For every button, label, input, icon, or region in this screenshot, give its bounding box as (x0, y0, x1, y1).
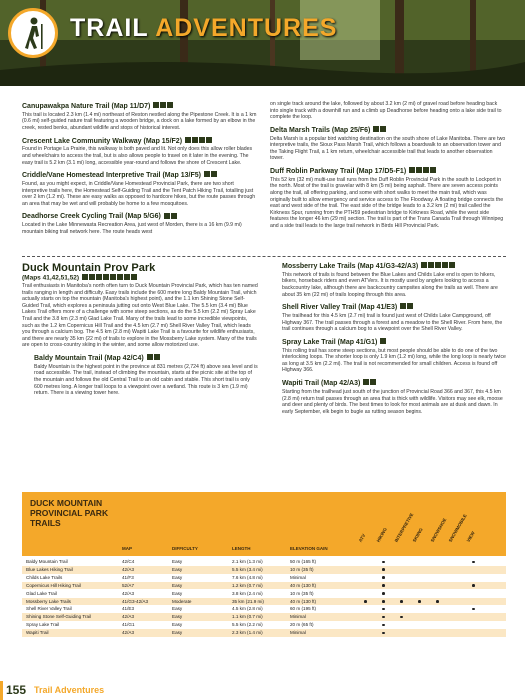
map-ref: (Map 13/F5) (162, 172, 201, 180)
hiker-icon (18, 16, 48, 50)
park-maps: (Maps 41,42,51,52) (22, 274, 80, 282)
cell-map: 41/G3-42/A3 (122, 598, 149, 604)
table-row (22, 566, 506, 574)
activity-icons (163, 212, 177, 220)
cell-name: Spray Lake Trail (26, 622, 60, 628)
map-ref: (Map 11/D7) (111, 102, 151, 110)
cell-map: 52/A7 (122, 582, 135, 588)
park-title: Duck Mountain Prov Park (22, 262, 156, 274)
trail-title: Duff Roblin Parkway Trail (270, 167, 355, 175)
cell-difficulty: Easy (172, 559, 183, 564)
table-header (22, 492, 506, 556)
cell-length: 2.3 km (1.4 mi) (232, 630, 263, 636)
col-map: MAP (122, 546, 132, 551)
activity-dot (400, 616, 403, 619)
table-row (22, 590, 506, 598)
activity-dot (382, 568, 385, 571)
cell-elevation: 60 m (195 ft) (290, 606, 317, 612)
trail-description: This rolling trail has some steep sections, but most people should be able to do one of the two interlocking loops. The shorter loop is only 1.9 km (1.2 mi) long, while the long loop is nearly twice as long at 3.5 km (2.2 mi). The trail is not recommended for small children. Access is found off Highway 366. (282, 347, 506, 374)
activity-dot (382, 616, 385, 619)
cell-map: 42/A3 (122, 614, 135, 620)
cell-length: 3.8 km (2.4 mi) (232, 590, 263, 596)
col-activity: INTERPRETIVE (393, 512, 415, 543)
page-number: 155 (6, 683, 27, 697)
trail-description: This 52 km (32 mi) multi-use trail runs from the Duff Roblin Provincial Park in the south to Lockport in the north. Most of the trail is gravelar with 8 km (5 mi) being asphalt. There are seven access points along the trail, all offering parking, and some with short walks to meet the main trail, which was originally built to allow emergency and service access to The Floodway. A floating bridge connects the east and west side of the trail. The east side of the bridge leads to a 3.2 km (2 mi) trail called the Kirkness Spur, running from the PTH59 pedestrian bridge to Kirkness Road, while the west side features the longer 46 km (29 mi) section. The trail is part of the Trans Canada Trail through Winnipeg and a side trail leads to the large trail network in Birds Hill Provincial Park. (270, 176, 504, 229)
activity-icons (372, 126, 386, 134)
activity-icons (399, 303, 413, 311)
cell-difficulty: Moderate (172, 598, 192, 604)
cell-difficulty: Easy (172, 614, 183, 620)
cell-difficulty: Easy (172, 622, 183, 628)
table-row (22, 621, 506, 629)
trail-entry (270, 303, 506, 333)
table-row (22, 558, 506, 566)
trail-entry (270, 262, 506, 298)
cell-difficulty: Easy (172, 590, 183, 596)
trail-entry (270, 379, 506, 415)
activity-dot (382, 600, 385, 603)
cell-length: 7.6 km (4.8 mi) (232, 574, 263, 580)
cell-elevation: 40 m (130 ft) (290, 598, 317, 604)
cell-length: 1.1 km (0.7 mi) (232, 614, 263, 620)
trail-entry (22, 171, 258, 207)
activity-icons (408, 167, 436, 175)
cell-length: 1.2 km (0.7 mi) (232, 582, 263, 588)
map-ref: (Map 41/G3-42/A3) (357, 262, 419, 270)
col-activity: ATV (357, 532, 367, 543)
forest-banner-image (0, 0, 525, 86)
duck-mountain-right (270, 262, 506, 415)
cell-difficulty: Easy (172, 574, 183, 580)
activity-dot (472, 561, 475, 564)
footer-accent-bar (0, 681, 3, 700)
activity-dot (418, 600, 421, 603)
activity-dot (382, 608, 385, 611)
duck-mountain-left (22, 262, 258, 397)
cell-length: 4.5 km (2.8 mi) (232, 606, 263, 612)
activity-dot (472, 584, 475, 587)
activity-dot (436, 600, 439, 603)
page-title (70, 14, 337, 43)
park-intro: Trail enthusiasts in Manitoba's north often turn to Duck Mountain Provincial Park, which has ten named trails ranging in length and difficulty. Easy trails include the 600 metre long Baldy Mountain Trail, which actually starts on top the mountain (Manitoba's highest point), and the 1.1 km Shining Stone Self-Guided Trail, which explores a peninsula jutting out onto West Blue Lake. The 5.5 km (3.4 mi) Blue Lakes Trail offers more of a challenge with some steep sections, as do the 5.5 km (2.2 mi) Spray Lake Trail and the 3.8 km (2.3 mi) Glad Lake Trail. Many of the trails lead to some incredible viewpoints, such as the 1.2 km Copernicus Hill Trail and the 4.5 km (2.7 mi) Shell River Valley Trail, which leads you through a calcium bog. The 4.5 km (2.8 mi) Wapiti Lake Trail is a favourite for wildlife enthusiasts, and there are nearly 35 km (22 mi) of trails to explore in the Mossberry Lake system. Many of the trails are open to cross-country skiing in the winter, and some allow motorized use. (22, 282, 258, 349)
cell-map: 42/A3 (122, 566, 135, 572)
cell-map: 41/F3 (122, 574, 134, 580)
col-activity: HIKING (375, 526, 388, 543)
activity-icons (146, 354, 160, 362)
table-row (22, 574, 506, 582)
col-elevation: ELEVATION GAIN (290, 546, 328, 551)
col-activity: SKIING (411, 527, 424, 543)
table-row (22, 598, 506, 606)
activity-dot (382, 632, 385, 635)
page-header (0, 0, 525, 86)
cell-elevation: 20 m (65 ft) (290, 622, 314, 628)
trail-title: Shell River Valley Trail (282, 304, 357, 312)
table-row (22, 582, 506, 590)
cell-name: Childs Lake Trails (26, 574, 63, 580)
cell-map: 41/E3 (122, 606, 135, 612)
cell-name: Mossberry Lake Trails (26, 598, 71, 604)
trail-description: Baldy Mountain is the highest point in the province at 831 metres (2,724 ft) above sea level and is road accessible. The trail, instead of climbing the mountain, starts at the picnic site at the top of the mountain and follows the old Central Trail to an old cabin and stable. This short trail is only 600 metres long. A longer trail loops to a viewpoint over a wetland. This route is 3 km (1.9 mi) return. There is a viewing tower here. (34, 363, 258, 397)
activity-icons (152, 102, 173, 110)
trail-title: Spray Lake Trail (282, 338, 336, 346)
trail-description: This network of trails is found between the Blue Lakes and Childs Lake end is open to hikers, bikers, horseback riders and even ATVers. It is mostly used by anglers looking to access a backcountry lake, although there are backcountry campsites along the trails as well. There are about 35 km (22 mi) of trails looping through this area. (282, 271, 498, 298)
activity-dot (364, 600, 367, 603)
trail-title: Canupawakpa Nature Trail (22, 102, 110, 110)
cell-name: Copernicus Hill Hiking Trail (26, 582, 81, 588)
col-activity: SNOWSHOE (429, 517, 448, 543)
map-ref: (Map 25/F6) (331, 126, 371, 134)
activity-icons (184, 137, 212, 145)
cell-length: 5.5 km (2.2 mi) (232, 622, 263, 628)
trail-title: Baldy Mountain Trail (34, 354, 103, 362)
cell-name: Blue Lakes Hiking Trail (26, 566, 73, 572)
map-ref: (Map 42/A3) (321, 379, 361, 387)
activity-dot (382, 584, 385, 587)
col-length: LENGTH (232, 546, 251, 551)
page-footer (0, 681, 525, 700)
trail-description: Found, as you might expect, in Criddle/Vane Homestead Provincial Park, there are two short interpretive trails here, the Homestead Self-Guiding Trail and the Tent Patch Hiking Trail, totalling just over 2 km (1.2 mi). These are easy walks as opposed to hardcore hikes, but the route passes through an area that may be wet and will probably be home to a few mosquitoes. (22, 181, 256, 207)
cell-name: Shell River Valley Trail (26, 606, 72, 612)
top-left-column (22, 97, 258, 236)
col-activity: VIEW (465, 530, 476, 543)
cell-name: Glad Lake Trail (26, 590, 57, 596)
activity-icons (379, 338, 386, 346)
cell-elevation: 10 m (35 ft) (290, 566, 314, 572)
trail-title: Wapiti Trail (282, 379, 320, 387)
trail-description-continued: on single track around the lake, followed by about 3.2 km (2 mi) of gravel road before heading back into single track with a downhill run and a climb up Deadhorse before heading onto a lake side trail to complete the loop. (270, 101, 502, 121)
activity-dot (400, 600, 403, 603)
map-ref: (Map 42/C4) (104, 354, 144, 362)
table-title: DUCK MOUNTAIN PROVINCIAL PARK TRAILS (30, 498, 109, 528)
trail-description: This trail is located 2.3 km (1.4 mi) northeast of Reston nestled along the Pipestone Creek. It is a 1 km (0.6 mi) self-guided nature trail featuring a wooden bridge, a dock on a lake formed by an elbow in the creek, rested benks, abundant wildlife and stops of historical interest. (22, 111, 257, 132)
cell-difficulty: Easy (172, 606, 183, 612)
trail-description: Found in Portage La Prairie, this walkway is both paved and lit. Not only does this allow roller blades and wheelchairs to access the trail, but is also allows people to travel on it later in the evening. The easy trail is 5.2 km (3.1 mi) long, accessible year-round and follows the shore of Crescent Lake. (22, 146, 253, 166)
activity-dot (382, 624, 385, 627)
cell-name: Shining Stone Self-Guiding Trail (26, 614, 92, 620)
col-difficulty: DIFFICULTY (172, 546, 198, 551)
activity-icons (81, 274, 137, 281)
cell-difficulty: Easy (172, 566, 183, 572)
map-ref: (Map 5/G6) (125, 213, 161, 221)
cell-map: 42/C4 (122, 559, 135, 564)
trail-entry (22, 137, 258, 167)
cell-map: 41/G1 (122, 622, 135, 628)
cell-elevation: 40 m (130 ft) (290, 582, 317, 588)
trail-title: Deadhorse Creek Cycling Trail (22, 213, 124, 221)
cell-length: 2.1 km (1.3 mi) (232, 559, 263, 564)
map-ref: (Map 41/E3) (358, 304, 398, 312)
hiker-logo (8, 8, 58, 58)
col-activity: SNOWMOBILE (447, 513, 468, 543)
cell-elevation: Minimal (290, 630, 306, 636)
map-ref: (Map 15/F2) (143, 137, 183, 145)
table-row (22, 629, 506, 637)
cell-map: 42/A3 (122, 630, 135, 636)
top-right-column (270, 97, 506, 230)
trail-entry (22, 102, 258, 132)
cell-difficulty: Easy (172, 630, 183, 636)
map-ref: (Map 17/D5-F1) (356, 167, 407, 175)
trail-title: Delta Marsh Trails (270, 126, 330, 134)
activity-dot (382, 561, 385, 564)
title-part1: TRAIL (70, 14, 149, 42)
cell-name: Baldy Mountain Trail (26, 559, 68, 564)
cell-elevation: Minimal (290, 574, 306, 580)
cell-length: 5.5 km (3.4 mi) (232, 566, 263, 572)
table-row (22, 605, 506, 613)
trail-description: Starting from the trailhead just south of the junction of Provincial Road 366 and 367, this 4.5 km (2.8 mi) return trail passes through an area that is thick with wildlife. Visitors may see elk, moose and deer and plenty of birds. The best times to look for most animals are at dusk and dawn. In early September, elk begin to bugle as rutting season begins. (282, 388, 503, 415)
cell-map: 42/A3 (122, 590, 135, 596)
activity-icons (203, 171, 217, 179)
trail-title: Crescent Lake Community Walkway (22, 137, 142, 145)
trail-entry (22, 354, 258, 397)
trail-entry (270, 338, 506, 374)
trail-entry (22, 212, 258, 235)
trail-entry (270, 126, 506, 162)
trail-description: Delta Marsh is a popular bird watching destination on the south shore of Lake Manitoba. There are two interpretive trails, the Sioux Pass Marsh Trail, which follows a boardwalk to an observation tower and the Taking Flight Trail, a 1 km return, wheelchair accessible trail that leads to another observation tower. (270, 135, 506, 162)
table-row (22, 613, 506, 621)
map-ref: (Map 41/G1) (337, 338, 378, 346)
cell-difficulty: Easy (172, 582, 183, 588)
cell-elevation: 10 m (35 ft) (290, 590, 314, 596)
activity-dot (382, 576, 385, 579)
trails-table (22, 492, 506, 684)
trail-description: The trailhead for this 4.5 km (2.7 mi) trail is found just west of Childs Lake Campground, off Highway 367. The trail passes through a forest and a meadow to the Shell River. From here, the trail continues through a calcium bog to a viewpoint over the Shell River Valley. (282, 313, 503, 333)
trail-entry (270, 167, 506, 230)
cell-name: Wapiti Trail (26, 630, 49, 636)
cell-elevation: 50 m (165 ft) (290, 559, 317, 564)
section-name: Trail Adventures (34, 685, 105, 695)
activity-dot (382, 592, 385, 595)
activity-icons (420, 262, 455, 270)
section-divider (22, 256, 506, 257)
cell-length: 35 km (21.9 mi) (232, 598, 264, 604)
cell-elevation: Minimal (290, 614, 306, 620)
activity-icons (362, 379, 376, 387)
trail-title: Criddle/Vane Homestead Interpretive Trail (22, 172, 161, 180)
trail-title: Mossberry Lake Trails (282, 262, 356, 270)
trail-description: Located in the Lake Minnewasta Recreation Area, just west of Morden, there is a 16 km (9.9 mi) mountain biking trail network here. The route heads west (22, 222, 242, 235)
activity-dot (472, 608, 475, 611)
title-part2: ADVENTURES (155, 14, 338, 42)
